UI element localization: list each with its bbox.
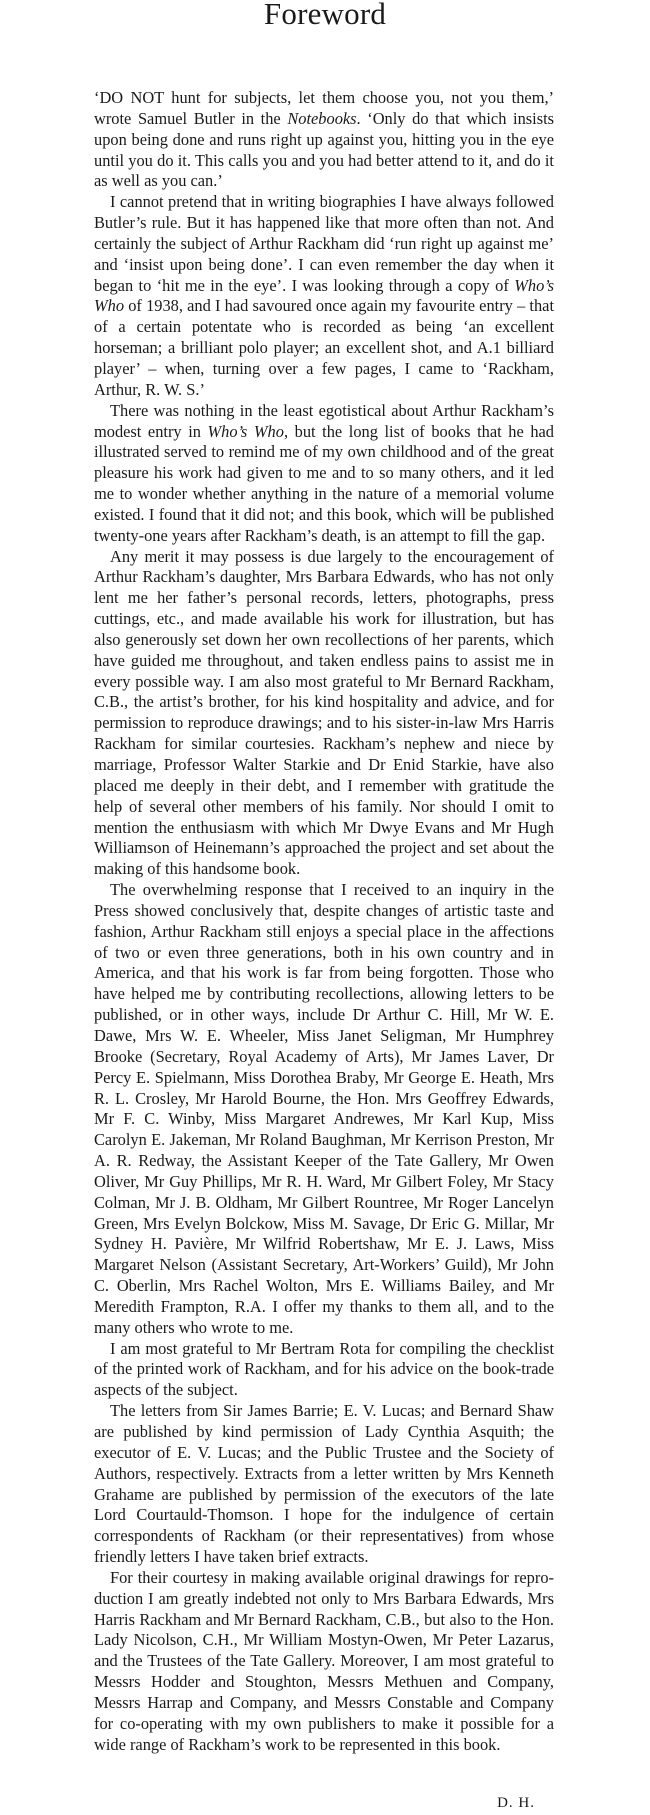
paragraph [94,1401,554,1568]
text-run: , but the long list of books that he had illustrated served to remind me of my own childhood and of the great pleasure his work had given to me and to so many others, and it led me to wonder whether anything in the nature of a memorial volume existed. I found that it did not; and this book, which will be published twenty-one years after Rackham’s death, is an attempt to fill the gap. [94,421,554,545]
paragraph [94,880,554,1339]
text-run: There was nothing in the least egotistical about Arthur Rackham’s modest entry in [94,400,554,441]
foreword-body [94,88,554,1756]
text-run: For their courtesy in making available original drawings for reproduction I am greatly indebted not only to Mrs Barbara Edwards, Mrs Harris Rackham and Mr Bernard Rackham, C.B., but also to the Hon. Lady Nicolson, C.H., Mr William Mostyn-Owen, Mr Peter Lazarus, and the Trustees of the Tate Gallery. Moreover, I am most grateful to Messrs Hodder and Stoughton, Messrs Methuen and Company, Messrs Harrap and Company, and Messrs Constable and Company for co-operating with my own publishers to make it possible for a wide range of Rackham’s work to be represented in this book. [94,1567,554,1754]
text-run: I am most grateful to Mr Bertram Rota for compiling the checklist of the printed work of Rackham, and for his advice on the book-trade aspects of the subject. [94,1338,554,1400]
italic-title: Who’s Who [94,275,554,316]
paragraph [94,547,554,881]
italic-title: Who’s Who [207,421,284,441]
text-run: . ‘Only do that which insists upon being done and runs right up against you, hitting you in the eye until you do it. This calls you and you had better attend to it, and do it as well as you can.’ [94,108,555,191]
author-initials: D. H. [497,1795,535,1811]
paragraph [94,192,554,400]
text-run: I cannot pretend that in writing biographies I have always followed Butler’s rule. But it has happened like that more often than not. And certainly the subject of Arthur Rackham did ‘run right up against me’ and ‘insist upon being done’. I can even remember the day when it began to ‘hit me in the eye’. I was looking through a copy of [94,192,554,295]
text-run: The overwhelming response that I received to an inquiry in the Press showed conclusively that, despite changes of artistic taste and fashion, Arthur Rackham still enjoys a special place in the affections of two or even three generations, both in his own country and in America, and that his work is far from being forgotten. Those who have helped me by contributing recollections, allowing letters to be published, or in other ways, include Dr Arthur C. Hill, Mr W. E. Dawe, Mrs W. E. Wheeler, Miss Janet Seligman, Mr Humphrey Brooke (Secretary, Royal Academy of Arts), Mr James Laver, Dr Percy E. Spielmann, Miss Dorothea Braby, Mr George E. Heath, Mrs R. L. Crosley, Mr Harold Bourne, the Hon. Mrs Geoffrey Edwards, Mr F. C. Winby, Miss Margaret Andrewes, Mr Karl Kup, Miss Carolyn E. Jakeman, Mr Roland Baughman, Mr Kerrison Preston, Mr A. R. Redway, the Assistant Keeper of the Tate Gallery, Mr Owen Oliver, Mr Guy Phillips, Mr R. H. Ward, Mr Gilbert Foley, Mr Stacy Colman, Mr J. B. Oldham, Mr Gilbert Rountree, Mr Roger Lancelyn Green, Mrs Evelyn Bolckow, Miss M. Savage, Dr Eric G. Millar, Mr Sydney H. Pavière, Mr Wilfrid Robertshaw, Mr E. J. Laws, Miss Margaret Nelson (Assistant Secretary, Art-Workers’ Guild), Mr John C. Oberlin, Mrs Rachel Wolton, Mrs E. Williams Bailey, and Mr Meredith Frampton, R.A. I offer my thanks to them all, and to the many others who wrote to me. [94,880,554,1337]
paragraph [94,88,554,192]
paragraph [94,1568,554,1756]
page-title: Foreword [263,0,387,31]
paragraph [94,1339,554,1402]
italic-title: Notebooks [287,108,357,128]
text-run: ‘DO NOT hunt for subjects, let them choose you, not you them,’ wrote Samuel Butler in the [94,88,554,128]
paragraph [94,401,554,547]
text-run: Any merit it may possess is due largely to the encouragement of Arthur Rackham’s daughter, Mrs Barbara Edwards, who has not only lent me her father’s personal records, letters, photographs, press cuttings, etc., and made available his work for illustration, but has also generously set down her own recollections of her parents, which have guided me throughout, and taken endless pains to assist me in every possible way. I am also most grateful to Mr Bernard Rackham, C.B., the artist’s brother, for his kind hospitality and advice, and for permission to reproduce drawings; and to his sister-in-law Mrs Harris Rackham for similar courtesies. Rackham’s nephew and niece by marriage, Professor Walter Starkie and Dr Enid Starkie, have also placed me deeply in their debt, and I remember with gratitude the help of several other members of his family. Nor should I omit to mention the enthusiasm with which Mr Dwye Evans and Mr Hugh Williamson of Heinemann’s approached the project and set about the making of this handsome book. [94,546,554,879]
text-run: The letters from Sir James Barrie; E. V. Lucas; and Bernard Shaw are published by kind permission of Lady Cynthia Asquith; the executor of E. V. Lucas; and the Public Trustee and the Society of Authors, respectively. Extracts from a letter written by Mrs Kenneth Grahame are published by permission of the executors of the late Lord Courtauld-Thomson. I hope for the indulgence of certain correspondents of Rackham (or their representatives) from whose friendly letters I have taken brief extracts. [94,1401,554,1567]
text-run: of 1938, and I had savoured once again my favourite entry – that of a certain potentate who is recorded as being ‘an excellent horseman; a brilliant polo player; an excellent shot, and A.1 billiard player’ – when, turning over a few pages, I came to ‘Rackham, Arthur, R. W. S.’ [94,296,554,399]
